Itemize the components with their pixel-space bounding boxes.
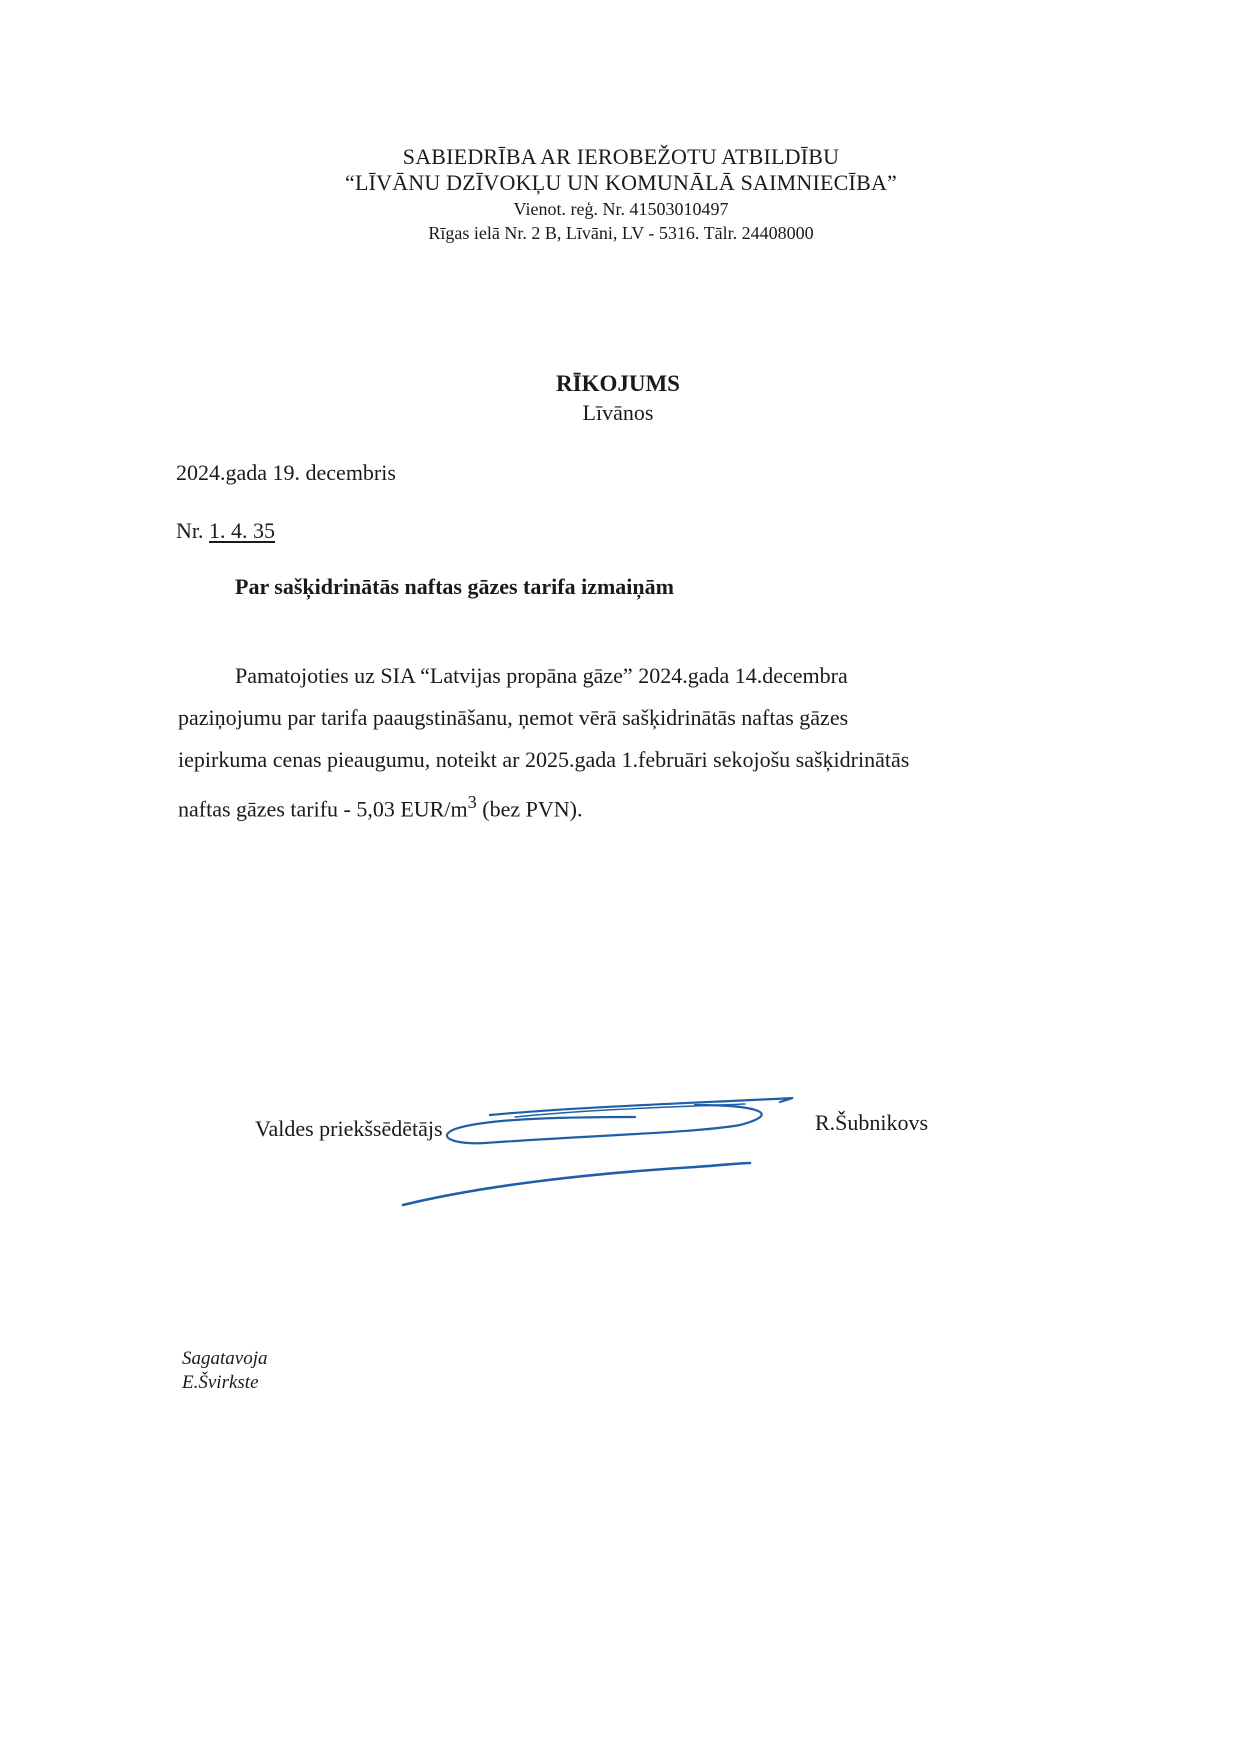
handwritten-signature [395,1095,815,1215]
body-line-1: Pamatojoties uz SIA “Latvijas propāna gāze” 2024.gada 14.decembra [235,663,848,688]
prepared-by-label: Sagatavoja [182,1348,268,1369]
tariff-vat-note: (bez PVN). [476,796,583,822]
document-number [176,518,275,544]
body-line-2: paziņojumu par tarifa paaugstināšanu, ņemot vērā sašķidrinātās naftas gāzes [178,705,849,730]
body-line-4 [178,781,1078,830]
document-date: 2024.gada 19. decembris [176,460,396,485]
document-type: RĪKOJUMS [556,371,680,396]
document-body [178,655,1078,830]
document-number-value: 1. 4. 35 [209,518,275,543]
signatory-title: Valdes priekšsēdētājs [255,1116,443,1141]
body-line-3: iepirkuma cenas pieaugumu, noteikt ar 2025.gada 1.februāri sekojošu sašķidrinātās [178,747,910,772]
document-number-prefix: Nr. [176,518,204,543]
company-address: Rīgas ielā Nr. 2 B, Līvāni, LV - 5316. Tālr. 24408000 [428,223,814,243]
prepared-by-name: E.Švirkste [182,1372,259,1393]
signatory-name: R.Šubnikovs [815,1110,929,1135]
cubic-superscript: 3 [467,792,477,812]
company-type: SABIEDRĪBA AR IEROBEŽOTU ATBILDĪBU [402,144,840,169]
document-subject: Par sašķidrinātās naftas gāzes tarifa izmaiņām [235,574,674,599]
company-name: “LĪVĀNU DZĪVOKĻU UN KOMUNĀLĀ SAIMNIECĪBA” [344,170,897,195]
tariff-text: naftas gāzes tarifu - 5,03 EUR/m [178,796,468,822]
company-registration: Vienot. reģ. Nr. 41503010497 [513,199,729,219]
document-place: Līvānos [582,400,654,425]
